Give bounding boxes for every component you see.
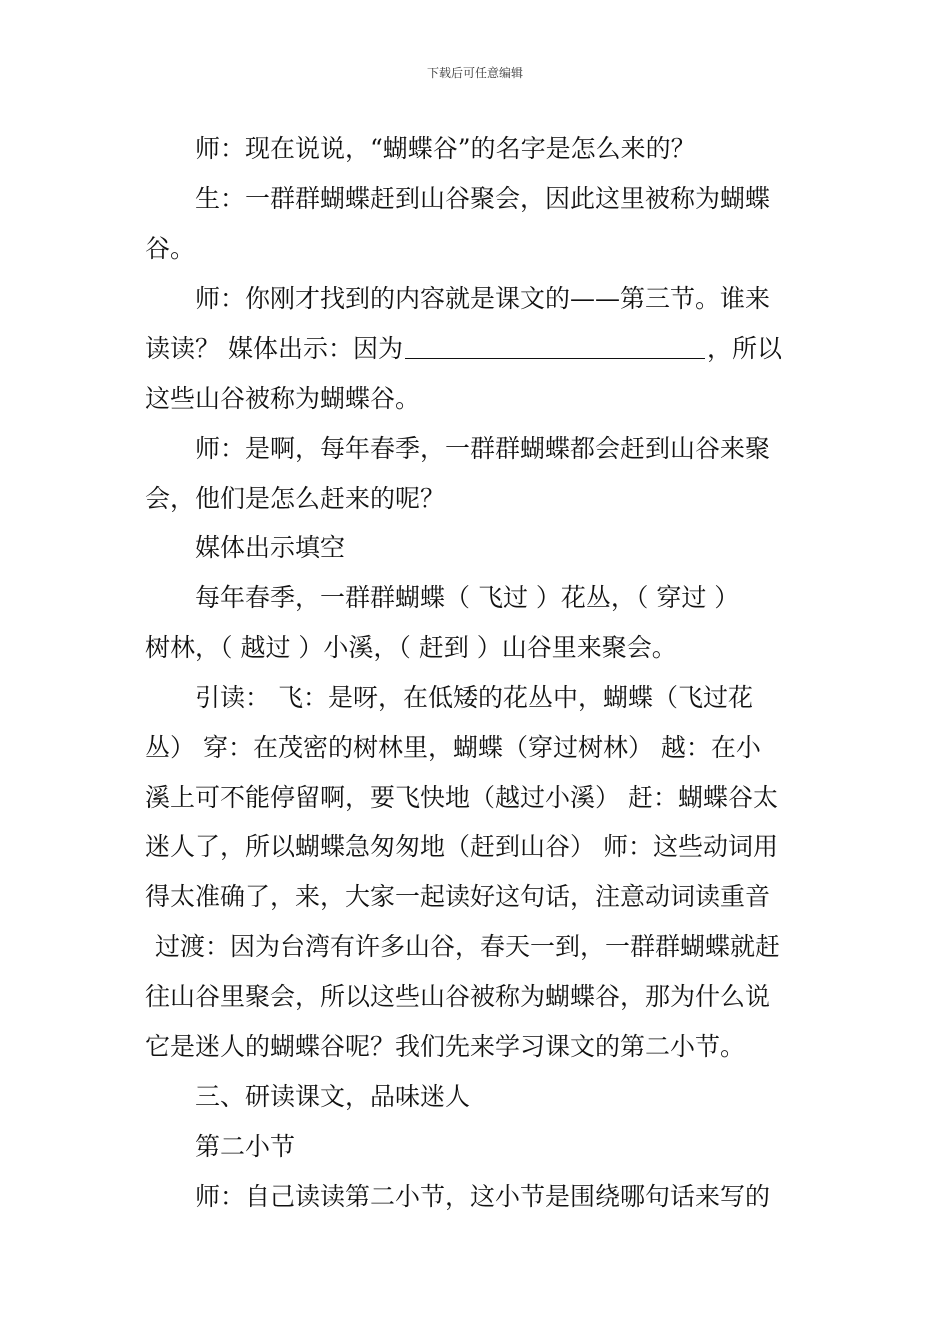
fill-blank <box>405 334 705 359</box>
text-line: 引读： 飞：是呀，在低矮的花丛中，蝴蝶（飞过花 <box>195 683 753 712</box>
text-line: 师：你刚才找到的内容就是课文的——第三节。谁来 <box>195 284 771 313</box>
text-line: 谷。 <box>145 234 196 263</box>
text-line: 生：一群群蝴蝶赶到山谷聚会，因此这里被称为蝴蝶 <box>195 184 771 213</box>
text-line: 师：是啊，每年春季，一群群蝴蝶都会赶到山谷来聚 <box>195 434 771 463</box>
text-line: 每年春季，一群群蝴蝶（ 飞过 ）花丛，（ 穿过 ） <box>195 583 740 612</box>
page-header: 下载后可任意编辑 <box>426 66 523 80</box>
text-line: 这些山谷被称为蝴蝶谷。 <box>145 384 421 413</box>
text-segment: ，所以 <box>706 334 782 363</box>
text-line: 迷人了，所以蝴蝶急匆匆地（赶到山谷） 师：这些动词用 <box>145 832 778 861</box>
text-line: 溪上可不能停留啊，要飞快地（越过小溪） 赶：蝴蝶谷太 <box>145 783 778 812</box>
text-line: 它是迷人的蝴蝶谷呢？我们先来学习课文的第二小节。 <box>145 1032 746 1061</box>
text-segment: 读读？ 媒体出示：因为 <box>145 334 403 363</box>
text-line: 得太准确了，来，大家一起读好这句话，注意动词读重音 <box>145 882 771 911</box>
text-line: 会，他们是怎么赶来的呢？ <box>145 484 446 513</box>
text-line: 过渡：因为台湾有许多山谷，春天一到，一群群蝴蝶就赶 <box>155 932 781 961</box>
text-line: 丛） 穿：在茂密的树林里，蝴蝶（穿过树林） 越：在小 <box>145 733 761 762</box>
text-line: 往山谷里聚会，所以这些山谷被称为蝴蝶谷，那为什么说 <box>145 982 771 1011</box>
text-line: 师：自己读读第二小节，这小节是围绕哪句话来写的 <box>195 1182 771 1211</box>
text-line: 媒体出示填空 <box>195 533 346 562</box>
text-line <box>145 333 810 365</box>
section-heading: 三、研读课文，品味迷人 <box>195 1082 471 1111</box>
text-line: 师：现在说说，“蝴蝶谷”的名字是怎么来的？ <box>195 134 696 163</box>
subsection-heading: 第二小节 <box>195 1132 296 1161</box>
text-line: 树林，（ 越过 ）小溪，（ 赶到 ）山谷里来聚会。 <box>145 633 677 662</box>
